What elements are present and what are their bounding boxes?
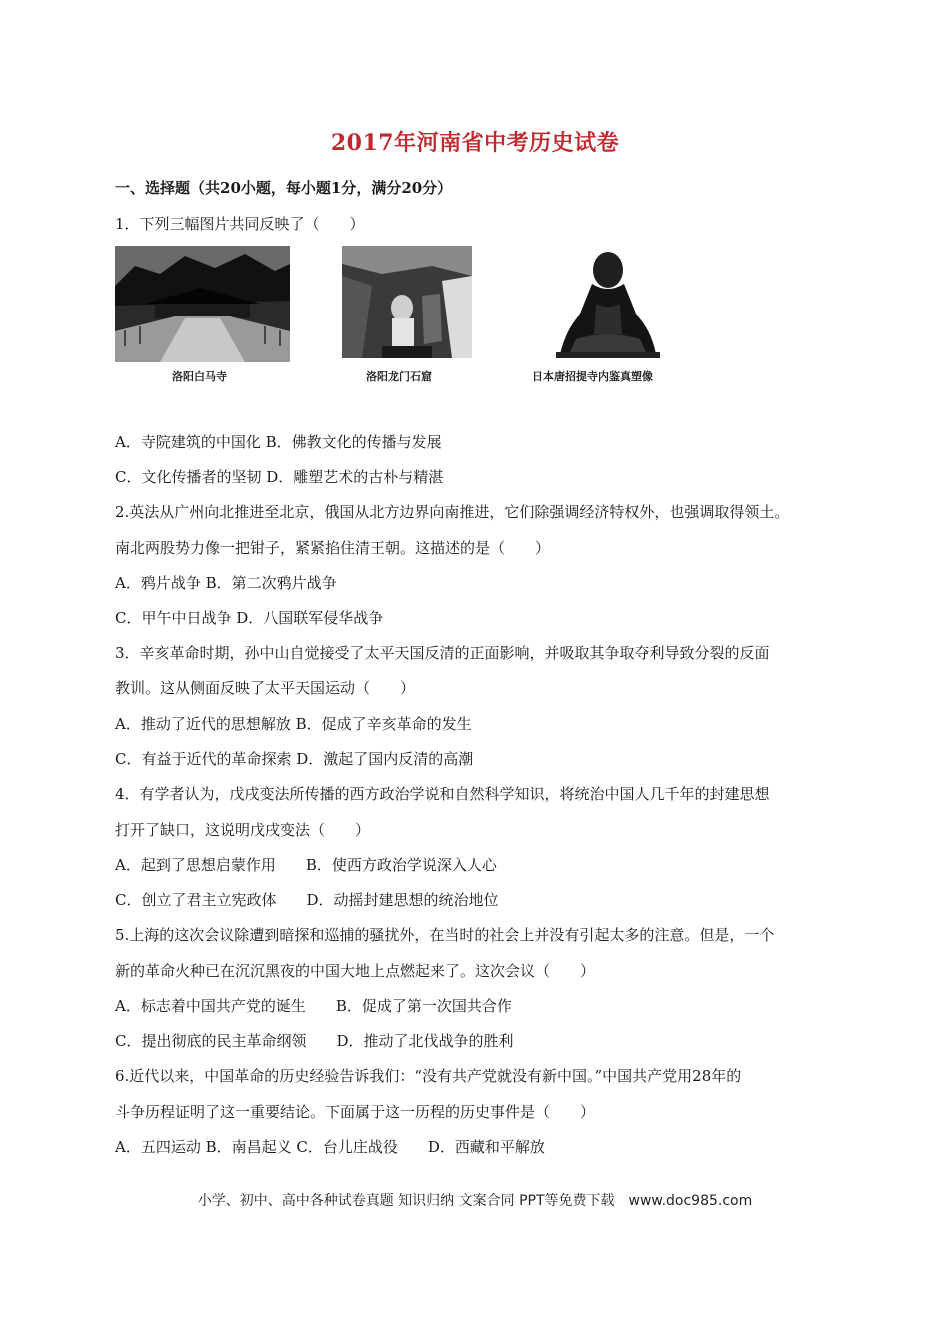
- caption-longmen-grottoes: 洛阳龙门石窟: [366, 370, 432, 383]
- question-5-stem-line2: 新的革命火种已在沉沉黑夜的中国大地上点燃起来了。这次会议（ ）: [115, 962, 596, 980]
- question-4-stem-line2: 打开了缺口，这说明戊戌变法（ ）: [115, 821, 371, 839]
- question-4-stem-line1: 4．有学者认为，戊戌变法所传播的西方政治学说和自然科学知识，将统治中国人几千年的封建思想: [115, 785, 770, 803]
- question-5-option-ab: A．标志着中国共产党的诞生 B．促成了第一次国共合作: [115, 997, 512, 1015]
- question-1-option-cd: C．文化传播者的坚韧 D．雕塑艺术的古朴与精湛: [115, 468, 444, 486]
- question-2-option-cd: C．甲午中日战争 D．八国联军侵华战争: [115, 609, 384, 627]
- caption-baima-temple: 洛阳白马寺: [172, 370, 227, 383]
- question-4-option-ab: A．起到了思想启蒙作用 B．使西方政治学说深入人心: [115, 856, 497, 874]
- question-5-option-cd: C．提出彻底的民主革命纲领 D．推动了北伐战争的胜利: [115, 1032, 514, 1050]
- section-heading: 一、选择题（共20小题，每小题1分，满分20分）: [115, 179, 453, 197]
- question-1-stem: 1．下列三幅图片共同反映了（ ）: [115, 215, 365, 233]
- exam-title: 2017年河南省中考历史试卷: [330, 130, 620, 156]
- question-6-stem-line1: 6.近代以来，中国革命的历史经验告诉我们：“没有共产党就没有新中国。”中国共产党用28年的: [115, 1067, 742, 1085]
- question-3-option-cd: C．有益于近代的革命探索 D．激起了国内反清的高潮: [115, 750, 474, 768]
- question-5-stem-line1: 5.上海的这次会议除遭到暗探和巡捕的骚扰外，在当时的社会上并没有引起太多的注意。但是，一个: [115, 926, 775, 944]
- caption-jianzhen-statue: 日本唐招提寺内鉴真塑像: [532, 370, 653, 383]
- question-1-option-ab: A．寺院建筑的中国化 B．佛教文化的传播与发展: [115, 433, 442, 451]
- question-2-stem-line2: 南北两股势力像一把钳子，紧紧掐住清王朝。这描述的是（ ）: [115, 539, 551, 557]
- question-6-stem-line2: 斗争历程证明了这一重要结论。下面属于这一历程的历史事件是（ ）: [115, 1103, 596, 1121]
- question-6-options: A．五四运动 B．南昌起义 C．台儿庄战役 D．西藏和平解放: [115, 1138, 545, 1156]
- question-3-stem-line1: 3．辛亥革命时期，孙中山自觉接受了太平天国反清的正面影响，并吸取其争取夺利导致分裂的反面: [115, 644, 770, 662]
- question-4-option-cd: C．创立了君主立宪政体 D．动摇封建思想的统治地位: [115, 891, 499, 909]
- question-2-stem-line1: 2.英法从广州向北推进至北京，俄国从北方边界向南推进，它们除强调经济特权外，也强调取得领土。: [115, 503, 790, 521]
- question-2-option-ab: A．鸦片战争 B．第二次鸦片战争: [115, 574, 337, 592]
- question-3-stem-line2: 教训。这从侧面反映了太平天国运动（ ）: [115, 679, 416, 697]
- question-3-option-ab: A．推动了近代的思想解放 B．促成了辛亥革命的发生: [115, 715, 472, 733]
- photo-jianzhen-statue: [556, 244, 660, 358]
- photo-longmen-grottoes: [342, 246, 472, 358]
- photo-baima-temple: [115, 246, 290, 362]
- footer-watermark: 小学、初中、高中各种试卷真题 知识归纳 文案合同 PPT等免费下载 www.doc985.com: [197, 1193, 753, 1209]
